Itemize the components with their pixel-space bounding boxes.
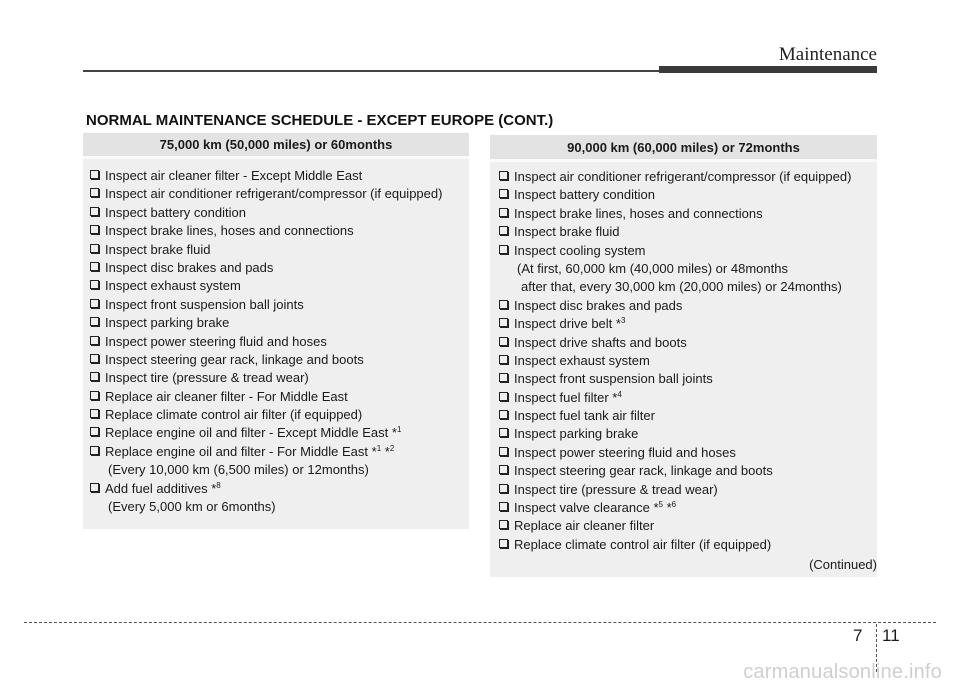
item-text: Inspect brake fluid <box>514 224 620 240</box>
item-text: Replace air cleaner filter - For Middle East <box>105 388 348 404</box>
checkbox-square-icon <box>90 280 99 289</box>
checkbox-square-icon <box>499 447 508 456</box>
schedule-item <box>499 462 877 480</box>
item-text-extra: * <box>662 500 672 516</box>
schedule-note <box>90 461 469 479</box>
item-text: Inspect valve clearance * <box>514 500 659 516</box>
header-rule-thin <box>83 70 663 72</box>
schedule-item <box>90 406 469 424</box>
schedule-item <box>499 499 877 517</box>
checkbox-square-icon <box>499 484 508 493</box>
schedule-item <box>90 388 469 406</box>
footnote-ref: 2 <box>389 443 395 453</box>
checkbox-square-icon <box>499 373 508 382</box>
item-text: Replace engine oil and filter - For Middle East * <box>105 443 377 459</box>
checkbox-square-icon <box>499 520 508 529</box>
schedule-item <box>90 369 469 387</box>
schedule-item <box>499 297 877 315</box>
schedule-item <box>499 242 877 260</box>
item-text: Replace climate control air filter (if equipped) <box>105 407 363 423</box>
footnote-ref: 1 <box>396 425 402 435</box>
footnote-ref: 8 <box>216 480 221 490</box>
checkbox-square-icon <box>90 170 99 179</box>
item-text: Inspect brake fluid <box>105 241 211 257</box>
checkbox-square-icon <box>90 427 99 436</box>
left-schedule-box <box>83 133 469 529</box>
checkbox-square-icon <box>90 336 99 345</box>
checkbox-square-icon <box>90 262 99 271</box>
schedule-item <box>90 277 469 295</box>
checkbox-square-icon <box>499 410 508 419</box>
item-text: Add fuel additives * <box>105 480 217 496</box>
item-text: Inspect power steering fluid and hoses <box>514 444 736 460</box>
schedule-item <box>499 315 877 333</box>
right-box-heading: 90,000 km (60,000 miles) or 72months <box>490 135 877 162</box>
checkbox-square-icon <box>499 428 508 437</box>
item-text: Inspect air conditioner refrigerant/compressor (if equipped) <box>105 186 443 202</box>
schedule-item <box>499 223 877 241</box>
left-item-list <box>83 159 469 516</box>
checkbox-square-icon <box>499 539 508 548</box>
schedule-note <box>499 278 877 296</box>
item-text: Inspect air conditioner refrigerant/compressor (if equipped) <box>514 169 852 184</box>
note-text: (Every 5,000 km or 6months) <box>108 499 276 515</box>
schedule-item <box>499 205 877 223</box>
checkbox-square-icon <box>499 300 508 309</box>
item-text: Inspect exhaust system <box>514 352 650 368</box>
note-text: (Every 10,000 km (6,500 miles) or 12months) <box>108 462 369 478</box>
checkbox-square-icon <box>499 318 508 327</box>
checkbox-square-icon <box>90 409 99 418</box>
schedule-item <box>90 204 469 222</box>
item-text: Inspect cooling system <box>514 242 646 258</box>
schedule-item <box>90 259 469 277</box>
footnote-ref: 5 <box>658 500 663 510</box>
item-text: Inspect steering gear rack, linkage and boots <box>105 351 364 367</box>
schedule-item <box>90 314 469 332</box>
schedule-item <box>499 517 877 535</box>
note-text: after that, every 30,000 km (20,000 miles) or 24months) <box>521 279 842 295</box>
checkbox-square-icon <box>90 391 99 400</box>
item-text: Replace engine oil and filter - Except Middle East * <box>105 425 397 441</box>
schedule-item <box>499 407 877 425</box>
schedule-item <box>499 389 877 407</box>
item-text: Replace climate control air filter (if equipped) <box>514 536 772 552</box>
item-text: Inspect battery condition <box>514 187 655 203</box>
continued-label: (Continued) <box>809 557 877 572</box>
item-text: Inspect tire (pressure & tread wear) <box>514 481 718 497</box>
schedule-item <box>90 222 469 240</box>
schedule-item <box>499 425 877 443</box>
footnote-ref: 3 <box>620 316 626 326</box>
checkbox-square-icon <box>499 171 508 180</box>
footnote-ref: 1 <box>376 443 382 453</box>
checkbox-square-icon <box>499 245 508 254</box>
schedule-item <box>90 480 469 498</box>
checkbox-square-icon <box>90 299 99 308</box>
schedule-item <box>90 333 469 351</box>
item-text-extra: * <box>381 443 390 459</box>
item-text: Inspect disc brakes and pads <box>514 297 683 313</box>
checkbox-square-icon <box>499 208 508 217</box>
schedule-item <box>90 424 469 442</box>
schedule-item <box>90 185 469 203</box>
checkbox-square-icon <box>90 207 99 216</box>
schedule-item <box>499 481 877 499</box>
page-number: 11 <box>882 626 900 645</box>
checkbox-square-icon <box>90 317 99 326</box>
schedule-note <box>499 260 877 278</box>
schedule-item <box>499 352 877 370</box>
checkbox-square-icon <box>499 189 508 198</box>
schedule-item <box>90 443 469 461</box>
watermark: carmanualsonline.info <box>743 661 942 683</box>
item-text: Inspect tire (pressure & tread wear) <box>105 370 309 386</box>
schedule-item <box>90 351 469 369</box>
item-text: Inspect brake lines, hoses and connections <box>105 223 354 239</box>
footnote-ref: 4 <box>617 389 622 399</box>
checkbox-square-icon <box>90 225 99 234</box>
item-text: Inspect front suspension ball joints <box>514 371 713 387</box>
item-text: Inspect drive belt * <box>514 316 621 332</box>
schedule-item <box>499 186 877 204</box>
item-text: Replace air cleaner filter <box>514 518 655 534</box>
item-text: Inspect brake lines, hoses and connections <box>514 205 763 221</box>
checkbox-square-icon <box>90 483 99 492</box>
checkbox-square-icon <box>499 502 508 511</box>
checkbox-square-icon <box>499 226 508 235</box>
schedule-item <box>90 296 469 314</box>
item-text: Inspect fuel filter * <box>514 389 618 405</box>
checkbox-square-icon <box>90 188 99 197</box>
checkbox-square-icon <box>90 446 99 455</box>
checkbox-square-icon <box>90 372 99 381</box>
item-text: Inspect battery condition <box>105 204 246 220</box>
schedule-item <box>90 241 469 259</box>
item-text: Inspect drive shafts and boots <box>514 334 687 350</box>
item-text: Inspect fuel tank air filter <box>514 408 655 424</box>
item-text: Inspect exhaust system <box>105 278 241 294</box>
left-box-heading: 75,000 km (50,000 miles) or 60months <box>83 133 469 159</box>
item-text: Inspect parking brake <box>105 315 230 331</box>
schedule-item <box>90 167 469 185</box>
schedule-item <box>499 168 877 186</box>
item-text: Inspect steering gear rack, linkage and boots <box>514 463 773 479</box>
schedule-note <box>90 498 469 516</box>
note-text: (At first, 60,000 km (40,000 miles) or 48months <box>517 260 788 276</box>
item-text: Inspect air cleaner filter - Except Middle East <box>105 168 363 183</box>
item-text: Inspect front suspension ball joints <box>105 296 304 312</box>
header-rule-thick <box>659 66 877 73</box>
right-item-list <box>490 162 877 554</box>
checkbox-square-icon <box>90 354 99 363</box>
schedule-item <box>499 334 877 352</box>
checkbox-square-icon <box>499 337 508 346</box>
schedule-item <box>499 370 877 388</box>
schedule-item <box>499 536 877 554</box>
item-text: Inspect parking brake <box>514 426 639 442</box>
header-title: Maintenance <box>778 44 877 65</box>
item-text: Inspect disc brakes and pads <box>105 259 274 275</box>
checkbox-square-icon <box>499 465 508 474</box>
footnote-ref: 6 <box>671 500 677 510</box>
checkbox-square-icon <box>499 392 508 401</box>
item-text: Inspect power steering fluid and hoses <box>105 333 327 349</box>
checkbox-square-icon <box>90 244 99 253</box>
schedule-item <box>499 444 877 462</box>
right-schedule-box <box>490 135 877 577</box>
page-chapter-number: 7 <box>853 626 863 645</box>
checkbox-square-icon <box>499 355 508 364</box>
section-title: NORMAL MAINTENANCE SCHEDULE - EXCEPT EUROPE (CONT.) <box>86 112 554 129</box>
footer-dashed-rule <box>24 622 936 623</box>
